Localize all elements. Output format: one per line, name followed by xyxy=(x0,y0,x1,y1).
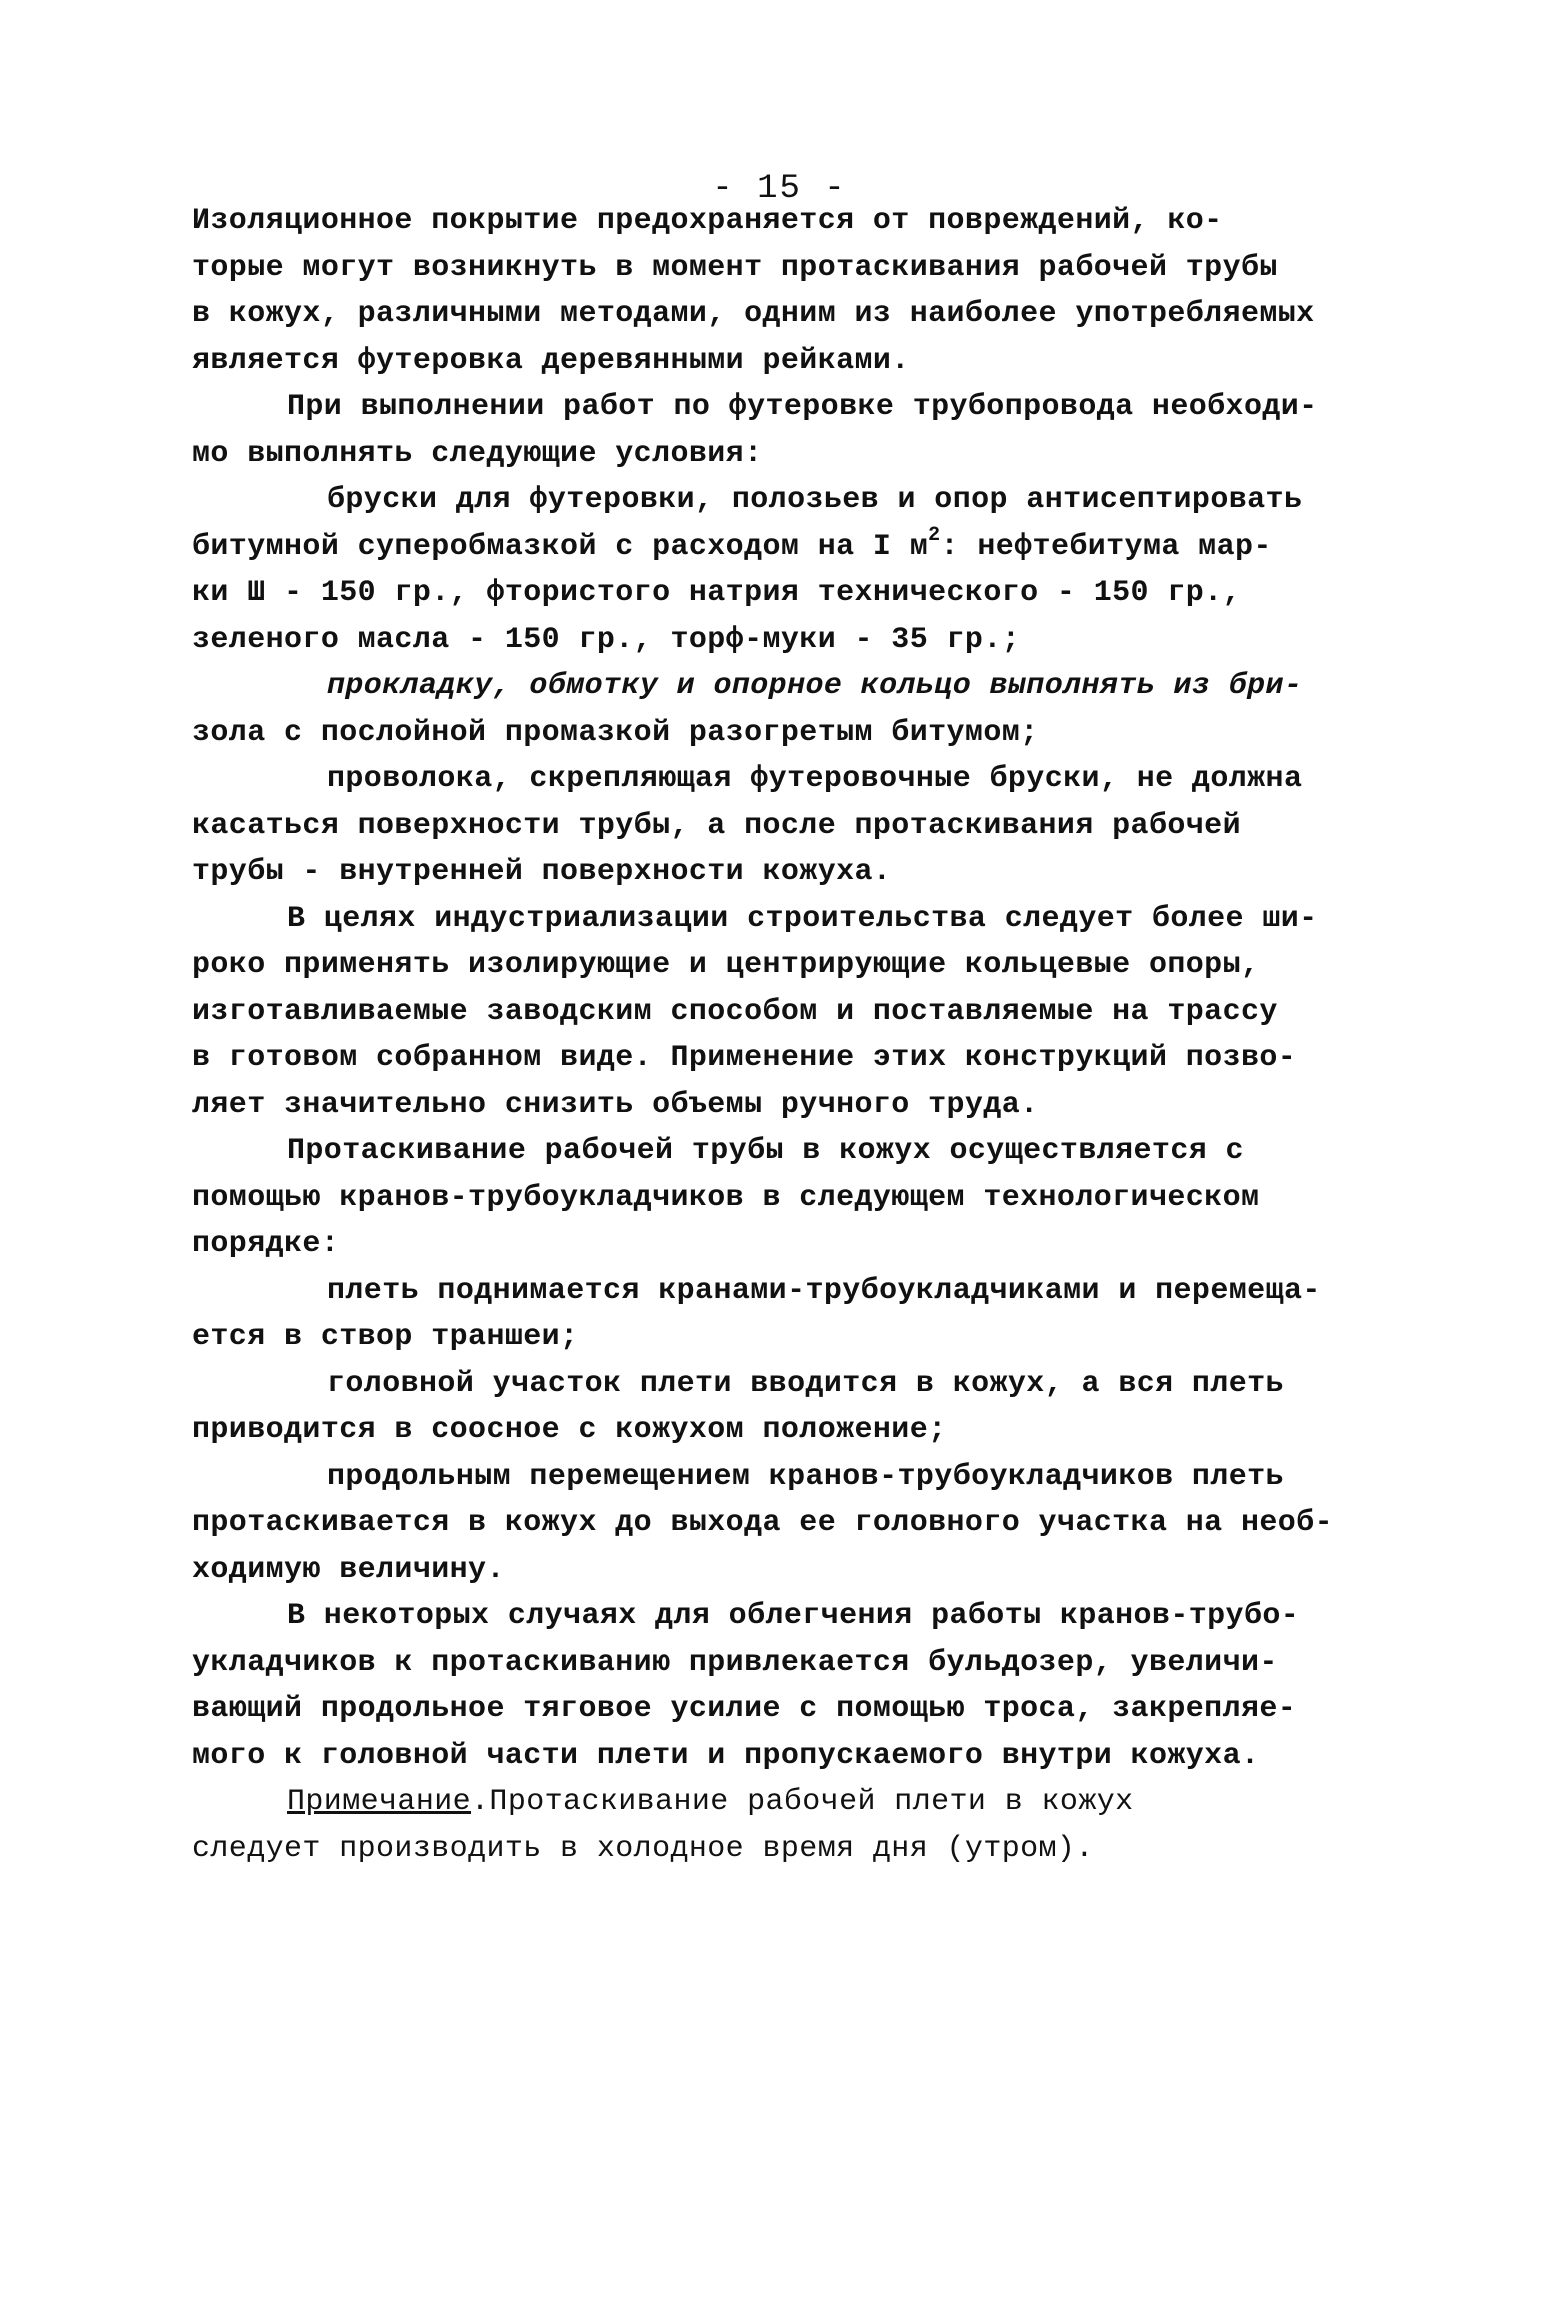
text-line: продольным перемещением кранов-трубоукладчиков плеть xyxy=(327,1459,1284,1494)
text-line: зола с послойной промазкой разогретым битумом; xyxy=(192,715,1039,750)
text-line: проволока, скрепляющая футеровочные бруски, не должна xyxy=(327,762,1303,796)
note-label: Примечание xyxy=(287,1785,472,1819)
text-line: в готовом собранном виде. Применение этих конструкций позво- xyxy=(192,1041,1297,1075)
text-line: бруски для футеровки, полозьев и опор антисептировать xyxy=(327,483,1303,517)
text-line xyxy=(192,524,1392,571)
text-fragment: : нефтебитума мар- xyxy=(940,529,1272,564)
text-line: головной участок плети вводится в кожух, а вся плеть xyxy=(327,1366,1284,1401)
note-text: .Протаскивание рабочей плети в кожух xyxy=(471,1785,1134,1819)
main-text xyxy=(192,198,1392,1872)
text-line: помощью кранов-трубоукладчиков в следующем технологическом xyxy=(192,1180,1260,1215)
text-line: ляет значительно снизить объемы ручного труда. xyxy=(192,1087,1039,1122)
text-line: торые могут возникнуть в момент протаскивания рабочей трубы xyxy=(192,250,1278,285)
text-line: протаскивается в кожух до выхода ее головного участка на необ- xyxy=(192,1506,1333,1540)
text-line: мого к головной части плети и пропускаемого внутри кожуха. xyxy=(192,1738,1260,1773)
text-line: трубы - внутренней поверхности кожуха. xyxy=(192,855,892,889)
text-line: роко применять изолирующие и центрирующие кольцевые опоры, xyxy=(192,948,1260,982)
text-line: В целях индустриализации строительства следует более ши- xyxy=(287,901,1318,936)
text-line: зеленого масла - 150 гр., торф-муки - 35 гр.; xyxy=(192,622,1021,657)
note-line: следует производить в холодное время дня (утром). xyxy=(192,1831,1094,1866)
text-line: Изоляционное покрытие предохраняется от повреждений, ко- xyxy=(192,204,1223,238)
text-line: ходимую величину. xyxy=(192,1552,505,1587)
text-line: прокладку, обмотку и опорное кольцо выполнять из бри- xyxy=(327,669,1303,703)
text-line: вающий продольное тяговое усилие с помощью троса, закрепляе- xyxy=(192,1692,1297,1726)
text-line: мо выполнять следующие условия: xyxy=(192,436,763,471)
superscript: 2 xyxy=(928,523,941,547)
text-line: ки Ш - 150 гр., фтористого натрия технического - 150 гр., xyxy=(192,576,1241,610)
note-line xyxy=(192,1779,1392,1826)
text-line: изготавливаемые заводским способом и поставляемые на трассу xyxy=(192,994,1278,1029)
text-line: укладчиков к протаскиванию привлекается бульдозер, увеличи- xyxy=(192,1645,1278,1680)
text-line: плеть поднимается кранами-трубоукладчиками и перемеща- xyxy=(327,1273,1321,1308)
page-number: - 15 - xyxy=(712,170,847,208)
text-line: порядке: xyxy=(192,1227,340,1261)
text-line: является футеровка деревянными рейками. xyxy=(192,343,910,378)
text-fragment: битумной суперобмазкой с расходом на I м xyxy=(192,529,929,564)
text-line: ется в створ траншеи; xyxy=(192,1320,579,1354)
text-line: касаться поверхности трубы, а после протаскивания рабочей xyxy=(192,808,1241,843)
text-line: в кожух, различными методами, одним из наиболее употребляемых xyxy=(192,297,1315,331)
text-line: В некоторых случаях для облегчения работы кранов-трубо- xyxy=(287,1599,1300,1633)
text-line: При выполнении работ по футеровке трубопровода необходи- xyxy=(287,390,1318,424)
text-line: Протаскивание рабочей трубы в кожух осуществляется с xyxy=(287,1134,1244,1168)
text-line: приводится в соосное с кожухом положение; xyxy=(192,1413,947,1447)
